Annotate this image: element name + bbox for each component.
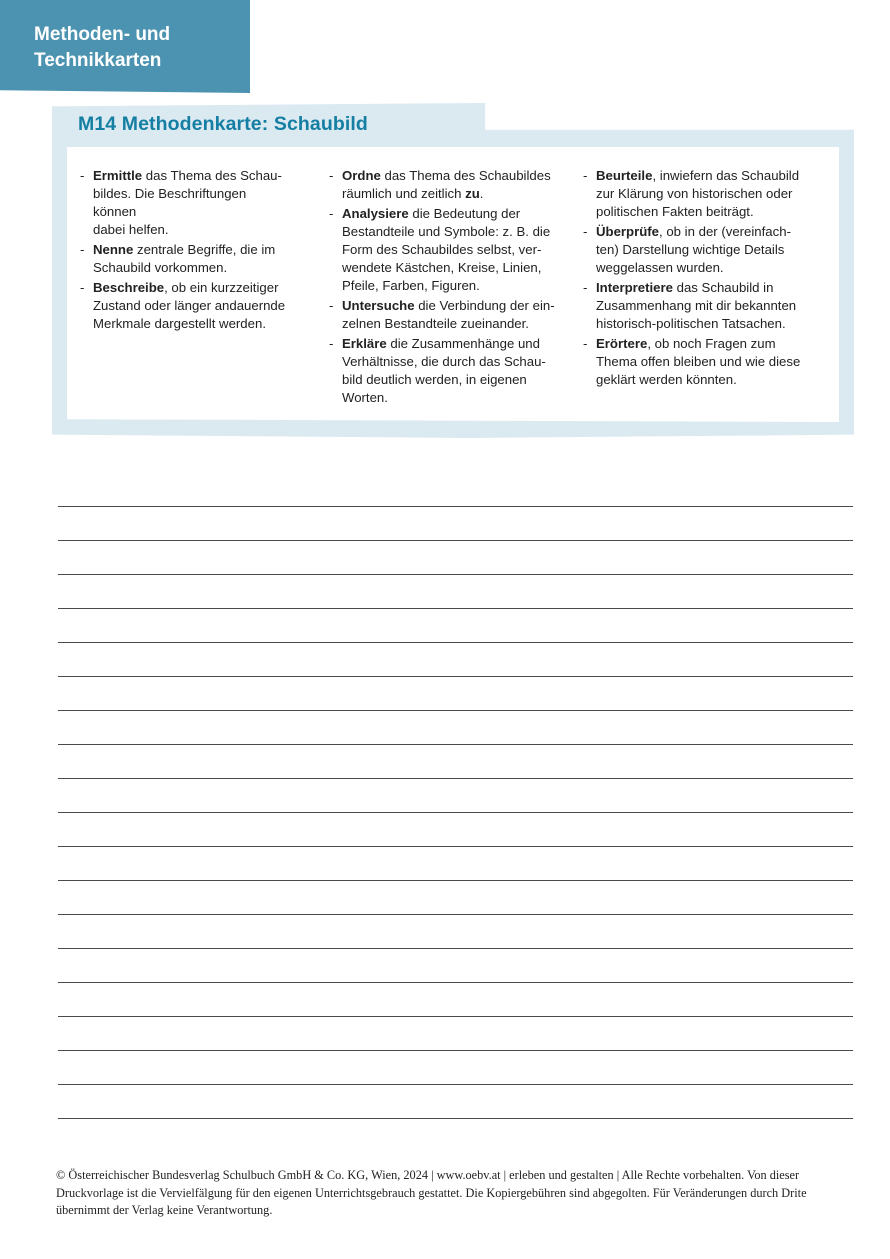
writing-line bbox=[58, 1016, 853, 1017]
writing-line bbox=[58, 676, 853, 677]
writing-line bbox=[58, 608, 853, 609]
instruction-verb: Nenne bbox=[93, 242, 134, 257]
instruction-emphasis: zu bbox=[465, 186, 480, 201]
instruction-text: , ob in der (vereinfach- ten) Darstellung wichtige Details weggelassen wurden. bbox=[596, 224, 791, 275]
writing-line bbox=[58, 880, 853, 881]
instruction-item bbox=[329, 297, 561, 333]
instruction-item bbox=[329, 205, 561, 295]
instruction-item bbox=[583, 335, 815, 389]
instruction-text: das Thema des Schaubildes räumlich und zeitlich bbox=[342, 168, 551, 201]
instruction-item bbox=[80, 241, 292, 277]
instruction-text: das Thema des Schau- bildes. Die Beschriftungen können dabei helfen. bbox=[93, 168, 282, 237]
writing-line bbox=[58, 1050, 853, 1051]
instruction-item bbox=[583, 279, 815, 333]
instruction-text-end: . bbox=[479, 186, 484, 201]
instruction-text: zentrale Begriffe, die im Schaubild vorkommen. bbox=[93, 242, 276, 275]
instruction-text: die Bedeutung der Bestandteile und Symbole: z. B. die Form des Schaubildes selbst, ver- wendete Kästchen, Kreise, Linien, Pfeile, Farben, Figuren. bbox=[342, 206, 551, 293]
instruction-item bbox=[329, 335, 561, 407]
instruction-item bbox=[80, 167, 292, 239]
instruction-item bbox=[583, 223, 815, 277]
instruction-text: das Schaubild in Zusammenhang mit dir bekannten historisch-politischen Tatsachen. bbox=[596, 280, 797, 331]
instruction-column-3 bbox=[583, 167, 815, 391]
writing-line bbox=[58, 540, 853, 541]
instruction-column-1 bbox=[80, 167, 292, 335]
writing-line bbox=[58, 744, 853, 745]
writing-line bbox=[58, 846, 853, 847]
instruction-verb: Untersuche bbox=[342, 298, 415, 313]
writing-line bbox=[58, 710, 853, 711]
instruction-column-2 bbox=[329, 167, 561, 409]
instruction-verb: Erörtere bbox=[596, 336, 648, 351]
instruction-text: , inwiefern das Schaubild zur Klärung von historischen oder politischen Fakten beiträgt. bbox=[596, 168, 800, 219]
instruction-verb: Erkläre bbox=[342, 336, 387, 351]
instruction-verb: Beschreibe bbox=[93, 280, 165, 295]
writing-line bbox=[58, 642, 853, 643]
instruction-verb: Ermittle bbox=[93, 168, 143, 183]
instruction-item bbox=[583, 167, 815, 221]
writing-line bbox=[58, 812, 853, 813]
copyright-footer: © Österreichischer Bundesverlag Schulbuch GmbH & Co. KG, Wien, 2024 | www.oebv.at | erleben und gestalten | Alle Rechte vorbehalten. Von dieser Druckvorlage ist die Vervielfälgung für den eigenen Unterrichtsgebrauch gestattet. Die Kopiergebühren sind abgegolten. Für Veränderungen durch Drite übernimmt der Verlag keine Verantwortung. bbox=[56, 1168, 807, 1217]
instruction-text: die Zusammenhänge und Verhältnisse, die durch das Schau- bild deutlich werden, in eigenen Worten. bbox=[342, 336, 546, 405]
instruction-text: , ob noch Fragen zum Thema offen bleiben und wie diese geklärt werden könnten. bbox=[596, 336, 801, 387]
writing-line bbox=[58, 574, 853, 575]
instruction-text: die Verbindung der ein- zelnen Bestandteile zueinander. bbox=[342, 298, 555, 331]
writing-line bbox=[58, 914, 853, 915]
instruction-text: , ob ein kurzzeitiger Zustand oder länger andauernde Merkmale dargestellt werden. bbox=[93, 280, 286, 331]
instruction-verb: Interpretiere bbox=[596, 280, 673, 295]
writing-line bbox=[58, 948, 853, 949]
instruction-verb: Analysiere bbox=[342, 206, 409, 221]
writing-line bbox=[58, 982, 853, 983]
instruction-item bbox=[80, 279, 292, 333]
writing-line bbox=[58, 1118, 853, 1119]
section-tab-title: Methoden- und Technikkarten bbox=[34, 24, 171, 71]
instruction-verb: Überprüfe bbox=[596, 224, 660, 239]
instruction-verb: Ordne bbox=[342, 168, 381, 183]
writing-line bbox=[58, 506, 853, 507]
writing-line bbox=[58, 1084, 853, 1085]
writing-line bbox=[58, 778, 853, 779]
instruction-verb: Beurteile bbox=[596, 168, 653, 183]
method-card-title: M14 Methodenkarte: Schaubild bbox=[78, 113, 368, 135]
instruction-item bbox=[329, 167, 561, 203]
